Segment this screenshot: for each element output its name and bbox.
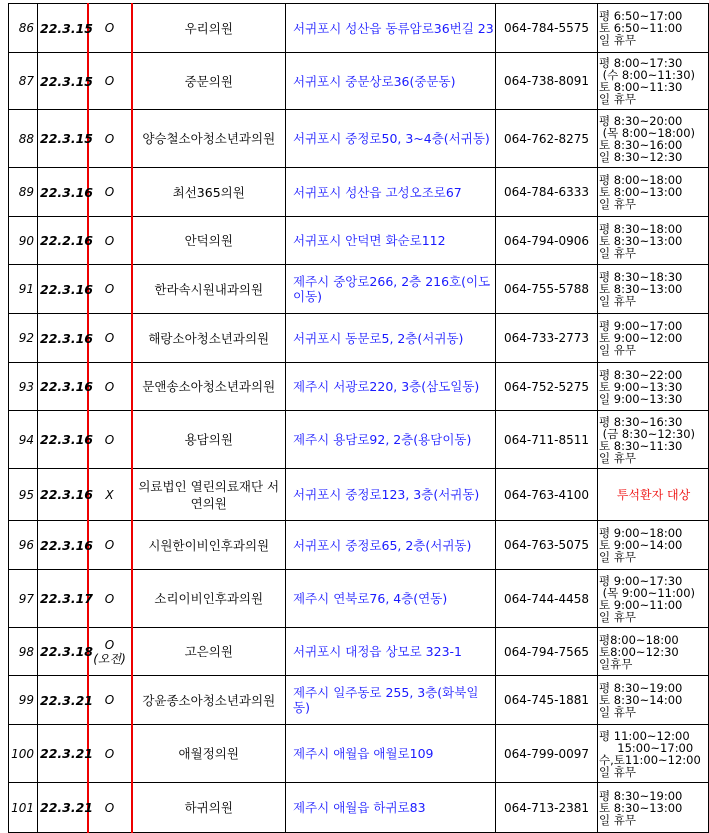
- clinic-name: 문앤송소아청소년과의원: [132, 363, 286, 411]
- hours-line: 평 8:30~22:00: [599, 367, 683, 382]
- hours-line: 일 휴무: [599, 705, 636, 719]
- hours-line: 평 6:50~17:00: [599, 9, 683, 23]
- row-number: 101: [9, 783, 38, 833]
- hours-line: 일 9:00~13:30: [599, 391, 683, 406]
- clinic-phone: 064-762-8275: [496, 110, 598, 168]
- opening-hours: [598, 725, 709, 783]
- clinic-address: 제주시 일주동로 255, 3층(화북일동): [286, 676, 496, 725]
- opening-hours: [598, 469, 709, 521]
- hours-line: 토 9:00~11:00: [599, 597, 683, 612]
- table-row: [9, 411, 709, 469]
- hours-line: 평8:00~18:00: [599, 632, 679, 647]
- table-row: [9, 783, 709, 833]
- availability-value: O: [104, 331, 115, 345]
- designation-date: 22.3.21: [38, 725, 88, 783]
- availability-mark: [88, 783, 132, 833]
- availability-value: O: [104, 800, 115, 815]
- row-number: 95: [9, 469, 38, 521]
- clinic-address: 서귀포시 중정로50, 3~4층(서귀동): [286, 110, 496, 168]
- hours-line: 평 8:30~20:00: [599, 113, 683, 128]
- designation-date: 22.3.15: [38, 110, 88, 168]
- clinic-name: 용담의원: [132, 411, 286, 469]
- designation-date: 22.3.16: [38, 265, 88, 314]
- hours-line: 토 8:30~13:00: [599, 282, 683, 296]
- table-row: [9, 314, 709, 363]
- hours-line: 일 휴무: [599, 294, 636, 308]
- clinic-phone: 064-794-7565: [496, 628, 598, 676]
- row-number: 97: [9, 570, 38, 628]
- clinic-name: 최선365의원: [132, 168, 286, 217]
- clinic-name: 해랑소아청소년과의원: [132, 314, 286, 363]
- clinic-address: 제주시 애월읍 애월로109: [286, 725, 496, 783]
- clinic-phone: 064-763-4100: [496, 469, 598, 521]
- clinic-phone: 064-745-1881: [496, 676, 598, 725]
- clinic-address: 서귀포시 성산읍 고성오조로67: [286, 168, 496, 217]
- hours-line: 일 휴무: [599, 92, 636, 106]
- table-row: [9, 628, 709, 676]
- availability-mark: [88, 521, 132, 570]
- availability-value: O: [104, 233, 115, 248]
- designation-date: 22.3.16: [38, 411, 88, 469]
- hours-line: 평 8:30~19:00: [599, 788, 683, 803]
- availability-value: O: [104, 282, 115, 296]
- clinic-phone: 064-733-2773: [496, 314, 598, 363]
- hours-line: 토 8:30~16:00: [599, 137, 683, 152]
- availability-note: (오전): [93, 651, 126, 666]
- table-row: [9, 363, 709, 411]
- hours-line: 15:00~17:00: [599, 740, 694, 755]
- clinic-address: 제주시 애월읍 하귀로83: [286, 783, 496, 833]
- table-row: [9, 110, 709, 168]
- hours-line: 평 8:00~18:00: [599, 173, 683, 187]
- clinic-phone: 064-763-5075: [496, 521, 598, 570]
- availability-value: O: [104, 21, 115, 35]
- clinic-address: 서귀포시 중문상로36(중문동): [286, 53, 496, 110]
- opening-hours: [598, 217, 709, 265]
- availability-value: O: [104, 637, 115, 652]
- hours-line: 평 8:30~16:30: [599, 414, 683, 429]
- clinic-phone: 064-711-8511: [496, 411, 598, 469]
- hours-line: 일 휴무: [599, 812, 636, 827]
- table-row: [9, 676, 709, 725]
- clinic-address: 서귀포시 대정읍 상모로 323-1: [286, 628, 496, 676]
- clinic-address: 서귀포시 중정로123, 3층(서귀동): [286, 469, 496, 521]
- clinic-name: 고은의원: [132, 628, 286, 676]
- row-number: 99: [9, 676, 38, 725]
- hours-line: 수,토11:00~12:00: [599, 752, 701, 767]
- opening-hours: [598, 521, 709, 570]
- designation-date: 22.3.15: [38, 4, 88, 53]
- hours-line: 토 6:50~11:00: [599, 21, 683, 35]
- hours-line: 평 8:30~19:00: [599, 681, 683, 695]
- availability-mark: [88, 363, 132, 411]
- clinic-name: 시원한이비인후과의원: [132, 521, 286, 570]
- opening-hours: [598, 570, 709, 628]
- designation-date: 22.3.17: [38, 570, 88, 628]
- availability-mark: [88, 217, 132, 265]
- clinic-name: 안덕의원: [132, 217, 286, 265]
- row-number: 90: [9, 217, 38, 265]
- table-row: [9, 53, 709, 110]
- hours-line: 평 8:00~17:30: [599, 56, 683, 70]
- hours-line: 토 8:30~14:00: [599, 693, 683, 707]
- hours-line: 평 8:30~18:00: [599, 221, 683, 236]
- availability-value: X: [105, 487, 114, 502]
- designation-date: 22.3.21: [38, 676, 88, 725]
- row-number: 91: [9, 265, 38, 314]
- row-number: 100: [9, 725, 38, 783]
- row-number: 96: [9, 521, 38, 570]
- opening-hours: [598, 53, 709, 110]
- clinic-name: 의료법인 열린의료재단 서연의원: [132, 469, 286, 521]
- opening-hours: [598, 411, 709, 469]
- availability-value: O: [104, 746, 115, 761]
- row-number: 87: [9, 53, 38, 110]
- availability-mark: [88, 53, 132, 110]
- clinic-name: 양승철소아청소년과의원: [132, 110, 286, 168]
- availability-mark: [88, 628, 132, 676]
- hours-line: 일 휴무: [599, 245, 636, 260]
- hours-line: (목 9:00~11:00): [599, 585, 695, 600]
- clinic-table: [8, 3, 709, 833]
- hours-line: 평 11:00~12:00: [599, 728, 690, 743]
- opening-hours: [598, 676, 709, 725]
- hours-line: 일 휴무: [599, 764, 636, 779]
- clinic-phone: 064-744-4458: [496, 570, 598, 628]
- clinic-name: 하귀의원: [132, 783, 286, 833]
- availability-value: O: [104, 379, 115, 394]
- table-row: [9, 725, 709, 783]
- availability-mark: [88, 265, 132, 314]
- hours-line: 토 8:30~13:00: [599, 800, 683, 815]
- clinic-name: 우리의원: [132, 4, 286, 53]
- clinic-phone: 064-738-8091: [496, 53, 598, 110]
- hours-line: 일 8:30~12:30: [599, 149, 683, 164]
- table-row: [9, 168, 709, 217]
- opening-hours: [598, 363, 709, 411]
- clinic-phone: 064-755-5788: [496, 265, 598, 314]
- designation-date: 22.3.16: [38, 168, 88, 217]
- availability-value: O: [104, 693, 115, 707]
- availability-value: O: [104, 591, 115, 606]
- availability-value: O: [104, 538, 115, 552]
- row-number: 93: [9, 363, 38, 411]
- clinic-address: 서귀포시 안덕면 화순로112: [286, 217, 496, 265]
- clinic-address: 제주시 용담로92, 2층(용담이동): [286, 411, 496, 469]
- clinic-address: 제주시 중앙로266, 2층 216호(이도이동): [286, 265, 496, 314]
- hours-line: 토 8:30~11:30: [599, 438, 683, 453]
- designation-date: 22.3.16: [38, 363, 88, 411]
- table-row: [9, 469, 709, 521]
- designation-date: 22.3.21: [38, 783, 88, 833]
- table-row: [9, 570, 709, 628]
- clinic-phone: 064-799-0097: [496, 725, 598, 783]
- clinic-phone: 064-784-6333: [496, 168, 598, 217]
- table-row: [9, 521, 709, 570]
- hours-line: 토8:00~12:30: [599, 644, 679, 659]
- clinic-name: 강윤종소아청소년과의원: [132, 676, 286, 725]
- availability-value: O: [104, 432, 115, 447]
- clinic-phone: 064-713-2381: [496, 783, 598, 833]
- availability-value: O: [104, 74, 115, 88]
- opening-hours: [598, 265, 709, 314]
- designation-date: 22.3.15: [38, 53, 88, 110]
- hours-line: (금 8:30~12:30): [599, 426, 695, 441]
- hours-line: 평 9:00~18:00: [599, 526, 683, 540]
- clinic-address: 서귀포시 성산읍 동류암로36번길 23: [286, 4, 496, 53]
- clinic-address: 서귀포시 중정로65, 2층(서귀동): [286, 521, 496, 570]
- row-number: 94: [9, 411, 38, 469]
- opening-hours: [598, 168, 709, 217]
- opening-hours: [598, 314, 709, 363]
- hours-line: 일 휴무: [599, 450, 636, 465]
- hours-line: 일 유무: [599, 343, 636, 357]
- hours-line: 토 9:00~12:00: [599, 331, 683, 345]
- designation-date: 22.3.16: [38, 521, 88, 570]
- clinic-phone: 064-784-5575: [496, 4, 598, 53]
- row-number: 88: [9, 110, 38, 168]
- hours-line: (수 8:00~11:30): [599, 68, 695, 82]
- table-row: [9, 217, 709, 265]
- row-number: 92: [9, 314, 38, 363]
- availability-mark: [88, 725, 132, 783]
- hours-line: 일 휴무: [599, 197, 636, 211]
- designation-date: 22.3.18: [38, 628, 88, 676]
- availability-mark: [88, 570, 132, 628]
- designation-date: 22.3.16: [38, 314, 88, 363]
- availability-mark: [88, 411, 132, 469]
- opening-hours: [598, 783, 709, 833]
- opening-hours: [598, 4, 709, 53]
- hours-line: 토 8:00~13:00: [599, 185, 683, 199]
- availability-mark: [88, 314, 132, 363]
- opening-hours: [598, 628, 709, 676]
- hours-line: 토 9:00~13:30: [599, 379, 683, 394]
- row-number: 86: [9, 4, 38, 53]
- table-row: [9, 265, 709, 314]
- hours-line: 토 8:00~11:30: [599, 80, 683, 94]
- row-number: 89: [9, 168, 38, 217]
- availability-mark: [88, 110, 132, 168]
- hours-line: 일 휴무: [599, 550, 636, 564]
- clinic-name: 애월정의원: [132, 725, 286, 783]
- availability-value: O: [104, 131, 115, 146]
- clinic-address: 제주시 서광로220, 3층(삼도일동): [286, 363, 496, 411]
- hours-line: 토 9:00~14:00: [599, 538, 683, 552]
- designation-date: 22.2.16: [38, 217, 88, 265]
- clinic-phone: 064-752-5275: [496, 363, 598, 411]
- clinic-name: 소리이비인후과의원: [132, 570, 286, 628]
- row-number: 98: [9, 628, 38, 676]
- clinic-phone: 064-794-0906: [496, 217, 598, 265]
- clinic-address: 서귀포시 동문로5, 2층(서귀동): [286, 314, 496, 363]
- availability-mark: [88, 469, 132, 521]
- hours-note: 투석환자 대상: [616, 487, 691, 502]
- clinic-address: 제주시 연북로76, 4층(연동): [286, 570, 496, 628]
- clinic-name: 한라속시원내과의원: [132, 265, 286, 314]
- designation-date: 22.3.16: [38, 469, 88, 521]
- clinic-name: 중문의원: [132, 53, 286, 110]
- availability-mark: [88, 168, 132, 217]
- hours-line: 일휴무: [599, 656, 633, 671]
- hours-line: 평 9:00~17:00: [599, 319, 683, 333]
- hours-line: 평 9:00~17:30: [599, 573, 683, 588]
- availability-value: O: [104, 185, 115, 199]
- opening-hours: [598, 110, 709, 168]
- hours-line: 평 8:30~18:30: [599, 270, 683, 284]
- availability-mark: [88, 676, 132, 725]
- availability-mark: [88, 4, 132, 53]
- hours-line: 일 휴무: [599, 609, 636, 624]
- hours-line: 일 휴무: [599, 33, 636, 47]
- hours-line: (목 8:00~18:00): [599, 125, 695, 140]
- hours-line: 토 8:30~13:00: [599, 233, 683, 248]
- table-row: [9, 4, 709, 53]
